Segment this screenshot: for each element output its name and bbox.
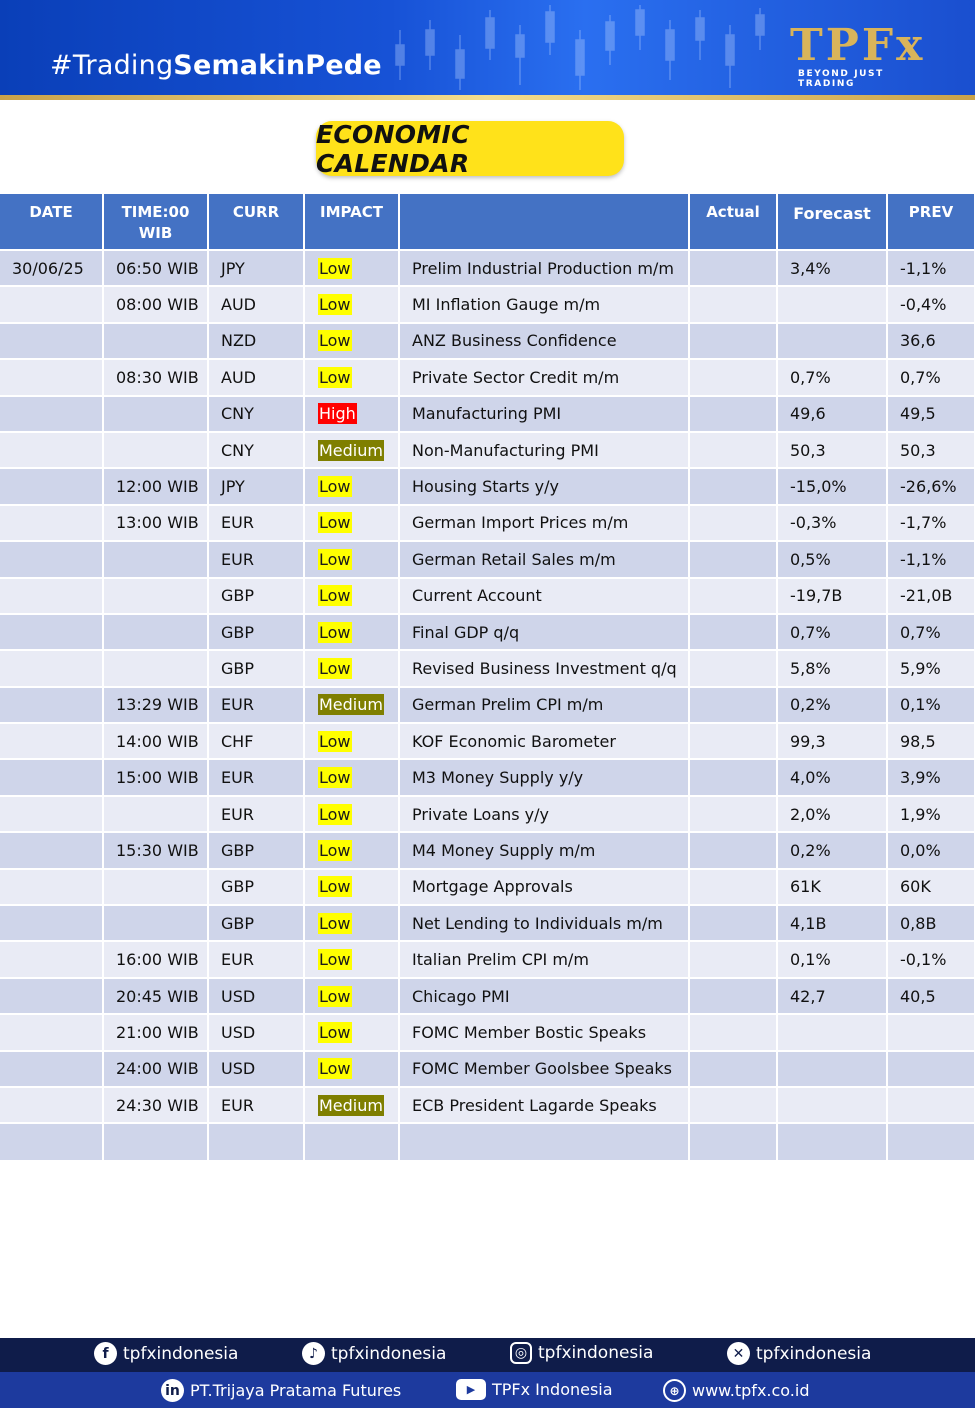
footer-link-label: www.tpfx.co.id — [692, 1381, 810, 1400]
cell-time: 13:00 WIB — [103, 505, 208, 541]
cell-forecast: 3,4% — [777, 250, 887, 286]
cell-impact — [304, 832, 399, 868]
cell-prev: 40,5 — [887, 978, 975, 1014]
column-header-actual: Actual — [689, 194, 777, 250]
cell-event: Revised Business Investment q/q — [399, 650, 689, 686]
cell-impact — [304, 359, 399, 395]
cell-date — [0, 505, 103, 541]
table-row — [0, 869, 975, 905]
cell-prev — [887, 1123, 975, 1159]
cell-curr: GBP — [208, 832, 304, 868]
cell-date — [0, 978, 103, 1014]
cell-actual — [689, 286, 777, 322]
cell-prev: 5,9% — [887, 650, 975, 686]
cell-actual — [689, 905, 777, 941]
cell-date — [0, 941, 103, 977]
cell-impact — [304, 1051, 399, 1087]
cell-forecast — [777, 1014, 887, 1050]
cell-actual — [689, 614, 777, 650]
cell-curr: GBP — [208, 614, 304, 650]
cell-impact — [304, 759, 399, 795]
impact-badge: Low — [319, 768, 351, 788]
cell-event: Net Lending to Individuals m/m — [399, 905, 689, 941]
cell-forecast: 99,3 — [777, 723, 887, 759]
cell-event: Italian Prelim CPI m/m — [399, 941, 689, 977]
table-row — [0, 759, 975, 795]
hashtag-prefix: #Trading — [50, 50, 174, 81]
cell-curr: EUR — [208, 941, 304, 977]
cell-forecast: 49,6 — [777, 396, 887, 432]
cell-curr: USD — [208, 1051, 304, 1087]
cell-date — [0, 759, 103, 795]
tpfx-logo — [790, 20, 940, 89]
table-header-row — [0, 194, 975, 250]
cell-prev: -0,1% — [887, 941, 975, 977]
impact-badge: Low — [319, 877, 351, 897]
cell-actual — [689, 432, 777, 468]
footer-social-bar — [0, 1338, 975, 1372]
cell-curr: EUR — [208, 541, 304, 577]
impact-badge: Low — [319, 731, 351, 751]
cell-impact — [304, 468, 399, 504]
cell-actual — [689, 796, 777, 832]
cell-prev: 36,6 — [887, 323, 975, 359]
cell-time — [103, 650, 208, 686]
impact-badge: Medium — [319, 440, 383, 460]
cell-time: 06:50 WIB — [103, 250, 208, 286]
cell-forecast — [777, 1051, 887, 1087]
cell-curr: USD — [208, 1014, 304, 1050]
cell-date — [0, 286, 103, 322]
column-header-date: DATE — [0, 194, 103, 250]
cell-actual — [689, 832, 777, 868]
cell-curr: USD — [208, 978, 304, 1014]
cell-prev: -1,7% — [887, 505, 975, 541]
cell-impact — [304, 723, 399, 759]
cell-time: 13:29 WIB — [103, 687, 208, 723]
cell-time: 16:00 WIB — [103, 941, 208, 977]
cell-event: Mortgage Approvals — [399, 869, 689, 905]
cell-actual — [689, 723, 777, 759]
cell-forecast — [777, 1123, 887, 1159]
cell-time: 24:00 WIB — [103, 1051, 208, 1087]
cell-curr: NZD — [208, 323, 304, 359]
cell-date — [0, 541, 103, 577]
table-row — [0, 796, 975, 832]
cell-impact — [304, 796, 399, 832]
cell-prev — [887, 1087, 975, 1123]
table-row — [0, 650, 975, 686]
cell-actual — [689, 941, 777, 977]
table-row — [0, 1123, 975, 1159]
cell-impact — [304, 541, 399, 577]
header-divider — [0, 95, 975, 100]
footer-link-tiktok[interactable] — [302, 1342, 446, 1365]
cell-event: Prelim Industrial Production m/m — [399, 250, 689, 286]
cell-prev: 1,9% — [887, 796, 975, 832]
impact-badge: Low — [319, 586, 351, 606]
cell-date — [0, 650, 103, 686]
column-header-time — [103, 194, 208, 250]
cell-actual — [689, 978, 777, 1014]
globe-icon: ⊕ — [663, 1379, 686, 1402]
cell-impact — [304, 650, 399, 686]
cell-curr: GBP — [208, 650, 304, 686]
cell-event: Current Account — [399, 578, 689, 614]
cell-forecast: 4,0% — [777, 759, 887, 795]
cell-date — [0, 869, 103, 905]
cell-impact — [304, 1014, 399, 1050]
cell-prev: 98,5 — [887, 723, 975, 759]
table-row — [0, 396, 975, 432]
footer-link-x[interactable] — [727, 1342, 871, 1365]
table-row — [0, 687, 975, 723]
cell-actual — [689, 359, 777, 395]
cell-actual — [689, 541, 777, 577]
column-header-forecast: Forecast — [777, 194, 887, 250]
cell-forecast: 0,7% — [777, 359, 887, 395]
cell-time — [103, 614, 208, 650]
cell-time — [103, 869, 208, 905]
table-row — [0, 286, 975, 322]
column-header-event — [399, 194, 689, 250]
cell-prev: 0,7% — [887, 359, 975, 395]
cell-forecast — [777, 286, 887, 322]
cell-date — [0, 832, 103, 868]
cell-date: 30/06/25 — [0, 250, 103, 286]
cell-impact — [304, 286, 399, 322]
cell-prev — [887, 1014, 975, 1050]
table-row — [0, 505, 975, 541]
cell-actual — [689, 396, 777, 432]
cell-impact — [304, 432, 399, 468]
cell-forecast: 42,7 — [777, 978, 887, 1014]
cell-curr: AUD — [208, 286, 304, 322]
cell-event: ECB President Lagarde Speaks — [399, 1087, 689, 1123]
cell-forecast — [777, 323, 887, 359]
cell-curr: JPY — [208, 468, 304, 504]
cell-curr: AUD — [208, 359, 304, 395]
cell-prev: -1,1% — [887, 250, 975, 286]
cell-time: 20:45 WIB — [103, 978, 208, 1014]
logo-tagline: BEYOND JUST TRADING — [798, 69, 884, 89]
cell-time — [103, 796, 208, 832]
table-row — [0, 614, 975, 650]
cell-actual — [689, 650, 777, 686]
impact-badge: High — [319, 404, 356, 424]
cell-forecast: 0,2% — [777, 832, 887, 868]
table-row — [0, 323, 975, 359]
cell-forecast: 50,3 — [777, 432, 887, 468]
youtube-icon: ▶ — [456, 1379, 486, 1400]
cell-curr: CNY — [208, 432, 304, 468]
cell-prev: -0,4% — [887, 286, 975, 322]
cell-event — [399, 1123, 689, 1159]
cell-time — [103, 432, 208, 468]
cell-impact — [304, 578, 399, 614]
cell-time — [103, 323, 208, 359]
economic-calendar-table — [0, 194, 975, 1160]
cell-forecast: 0,5% — [777, 541, 887, 577]
cell-impact — [304, 941, 399, 977]
cell-event: German Prelim CPI m/m — [399, 687, 689, 723]
cell-event: M3 Money Supply y/y — [399, 759, 689, 795]
cell-event: Private Loans y/y — [399, 796, 689, 832]
cell-date — [0, 1014, 103, 1050]
impact-badge: Medium — [319, 1095, 383, 1115]
impact-badge: Low — [319, 804, 351, 824]
x-icon: ✕ — [727, 1342, 750, 1365]
table-row — [0, 1014, 975, 1050]
impact-badge: Medium — [319, 695, 383, 715]
cell-event: ANZ Business Confidence — [399, 323, 689, 359]
cell-actual — [689, 323, 777, 359]
impact-badge: Low — [319, 258, 351, 278]
table-row — [0, 578, 975, 614]
impact-badge: Low — [319, 331, 351, 351]
cell-forecast — [777, 1087, 887, 1123]
table-row — [0, 978, 975, 1014]
cell-curr: CHF — [208, 723, 304, 759]
footer-link-label: tpfxindonesia — [331, 1343, 447, 1364]
cell-curr: EUR — [208, 1087, 304, 1123]
cell-actual — [689, 869, 777, 905]
cell-actual — [689, 468, 777, 504]
cell-impact — [304, 396, 399, 432]
cell-forecast: 5,8% — [777, 650, 887, 686]
cell-actual — [689, 1087, 777, 1123]
table-row — [0, 468, 975, 504]
cell-curr — [208, 1123, 304, 1159]
cell-event: Private Sector Credit m/m — [399, 359, 689, 395]
cell-forecast: 4,1B — [777, 905, 887, 941]
cell-date — [0, 723, 103, 759]
cell-prev: -1,1% — [887, 541, 975, 577]
cell-prev: 0,8B — [887, 905, 975, 941]
cell-event: KOF Economic Barometer — [399, 723, 689, 759]
cell-prev: 50,3 — [887, 432, 975, 468]
cell-event: MI Inflation Gauge m/m — [399, 286, 689, 322]
impact-badge: Low — [319, 658, 351, 678]
cell-event: FOMC Member Goolsbee Speaks — [399, 1051, 689, 1087]
cell-actual — [689, 1051, 777, 1087]
cell-prev: 49,5 — [887, 396, 975, 432]
cell-date — [0, 432, 103, 468]
footer-link-youtube[interactable] — [456, 1379, 613, 1400]
cell-date — [0, 687, 103, 723]
cell-prev: -26,6% — [887, 468, 975, 504]
cell-time — [103, 1123, 208, 1159]
cell-forecast: 61K — [777, 869, 887, 905]
footer-link-facebook[interactable] — [94, 1342, 238, 1365]
cell-date — [0, 614, 103, 650]
cell-curr: EUR — [208, 759, 304, 795]
cell-event: Manufacturing PMI — [399, 396, 689, 432]
column-header-time-line1: TIME:00 — [121, 203, 190, 221]
cell-date — [0, 578, 103, 614]
cell-curr: GBP — [208, 578, 304, 614]
cell-curr: GBP — [208, 905, 304, 941]
column-header-curr: CURR — [208, 194, 304, 250]
tiktok-icon: ♪ — [302, 1342, 325, 1365]
impact-badge: Low — [319, 549, 351, 569]
table-row — [0, 1087, 975, 1123]
cell-date — [0, 1051, 103, 1087]
cell-time — [103, 578, 208, 614]
cell-forecast: 0,1% — [777, 941, 887, 977]
cell-impact — [304, 869, 399, 905]
cell-prev: 0,1% — [887, 687, 975, 723]
footer-link-label: TPFx Indonesia — [492, 1380, 613, 1399]
cell-forecast: 0,7% — [777, 614, 887, 650]
logo-text: TPFx — [790, 20, 926, 71]
impact-badge: Low — [319, 513, 351, 533]
cell-date — [0, 905, 103, 941]
cell-forecast: -0,3% — [777, 505, 887, 541]
cell-impact — [304, 978, 399, 1014]
impact-badge: Low — [319, 295, 351, 315]
table-body — [0, 250, 975, 1160]
table-row — [0, 250, 975, 286]
impact-badge: Low — [319, 367, 351, 387]
table-row — [0, 832, 975, 868]
cell-time: 08:00 WIB — [103, 286, 208, 322]
cell-prev: 0,7% — [887, 614, 975, 650]
cell-impact — [304, 1123, 399, 1159]
cell-event: M4 Money Supply m/m — [399, 832, 689, 868]
cell-event: Chicago PMI — [399, 978, 689, 1014]
footer-link-label: tpfxindonesia — [538, 1343, 654, 1363]
cell-actual — [689, 578, 777, 614]
cell-time: 12:00 WIB — [103, 468, 208, 504]
table-row — [0, 541, 975, 577]
footer-link-globe[interactable] — [663, 1379, 809, 1402]
cell-impact — [304, 505, 399, 541]
cell-time — [103, 541, 208, 577]
footer-link-instagram[interactable] — [510, 1342, 653, 1364]
cell-impact — [304, 1087, 399, 1123]
cell-impact — [304, 250, 399, 286]
cell-event: Final GDP q/q — [399, 614, 689, 650]
column-header-time-line2: WIB — [138, 224, 173, 242]
cell-date — [0, 359, 103, 395]
footer-link-label: PT.Trijaya Pratama Futures — [190, 1381, 402, 1400]
impact-badge: Low — [319, 950, 351, 970]
impact-badge: Low — [319, 840, 351, 860]
cell-time: 21:00 WIB — [103, 1014, 208, 1050]
cell-forecast: 2,0% — [777, 796, 887, 832]
cell-event: FOMC Member Bostic Speaks — [399, 1014, 689, 1050]
footer-link-label: tpfxindonesia — [123, 1343, 239, 1364]
cell-actual — [689, 759, 777, 795]
cell-date — [0, 396, 103, 432]
impact-badge: Low — [319, 477, 351, 497]
cell-time — [103, 905, 208, 941]
cell-time: 15:00 WIB — [103, 759, 208, 795]
cell-prev — [887, 1051, 975, 1087]
cell-actual — [689, 505, 777, 541]
table-row — [0, 941, 975, 977]
cell-prev: 3,9% — [887, 759, 975, 795]
cell-actual — [689, 1014, 777, 1050]
footer-link-linkedin[interactable] — [161, 1379, 401, 1402]
candlestick-chart-decoration — [380, 0, 800, 95]
cell-time — [103, 396, 208, 432]
cell-curr: GBP — [208, 869, 304, 905]
impact-badge: Low — [319, 986, 351, 1006]
cell-date — [0, 1087, 103, 1123]
hashtag-bold: SemakinPede — [173, 50, 382, 81]
cell-impact — [304, 905, 399, 941]
cell-prev: 60K — [887, 869, 975, 905]
table-row — [0, 905, 975, 941]
cell-time: 24:30 WIB — [103, 1087, 208, 1123]
table-row — [0, 432, 975, 468]
linkedin-icon: in — [161, 1379, 184, 1402]
cell-event: German Import Prices m/m — [399, 505, 689, 541]
impact-badge: Low — [319, 1022, 351, 1042]
cell-impact — [304, 323, 399, 359]
table-row — [0, 359, 975, 395]
cell-date — [0, 323, 103, 359]
title-badge — [316, 121, 624, 176]
cell-date — [0, 468, 103, 504]
cell-time: 14:00 WIB — [103, 723, 208, 759]
cell-time: 08:30 WIB — [103, 359, 208, 395]
cell-forecast: 0,2% — [777, 687, 887, 723]
cell-forecast: -19,7B — [777, 578, 887, 614]
cell-impact — [304, 614, 399, 650]
cell-actual — [689, 250, 777, 286]
impact-badge: Low — [319, 913, 351, 933]
cell-time: 15:30 WIB — [103, 832, 208, 868]
cell-curr: EUR — [208, 505, 304, 541]
cell-date — [0, 796, 103, 832]
table-row — [0, 723, 975, 759]
cell-actual — [689, 687, 777, 723]
impact-badge: Low — [319, 1059, 351, 1079]
facebook-icon: f — [94, 1342, 117, 1365]
cell-event: German Retail Sales m/m — [399, 541, 689, 577]
cell-curr: JPY — [208, 250, 304, 286]
cell-date — [0, 1123, 103, 1159]
column-header-impact: IMPACT — [304, 194, 399, 250]
cell-curr: EUR — [208, 796, 304, 832]
cell-event: Housing Starts y/y — [399, 468, 689, 504]
cell-event: Non-Manufacturing PMI — [399, 432, 689, 468]
instagram-icon: ◎ — [510, 1342, 532, 1364]
column-header-prev: PREV — [887, 194, 975, 250]
cell-prev: -21,0B — [887, 578, 975, 614]
impact-badge: Low — [319, 622, 351, 642]
header-banner — [0, 0, 975, 100]
cell-actual — [689, 1123, 777, 1159]
page-title: ECONOMIC CALENDAR — [316, 119, 470, 178]
footer-link-label: tpfxindonesia — [756, 1343, 872, 1364]
cell-impact — [304, 687, 399, 723]
cell-curr: CNY — [208, 396, 304, 432]
cell-prev: 0,0% — [887, 832, 975, 868]
cell-curr: EUR — [208, 687, 304, 723]
table-row — [0, 1051, 975, 1087]
cell-forecast: -15,0% — [777, 468, 887, 504]
hashtag-slogan — [50, 50, 382, 81]
footer-links-bar — [0, 1372, 975, 1408]
